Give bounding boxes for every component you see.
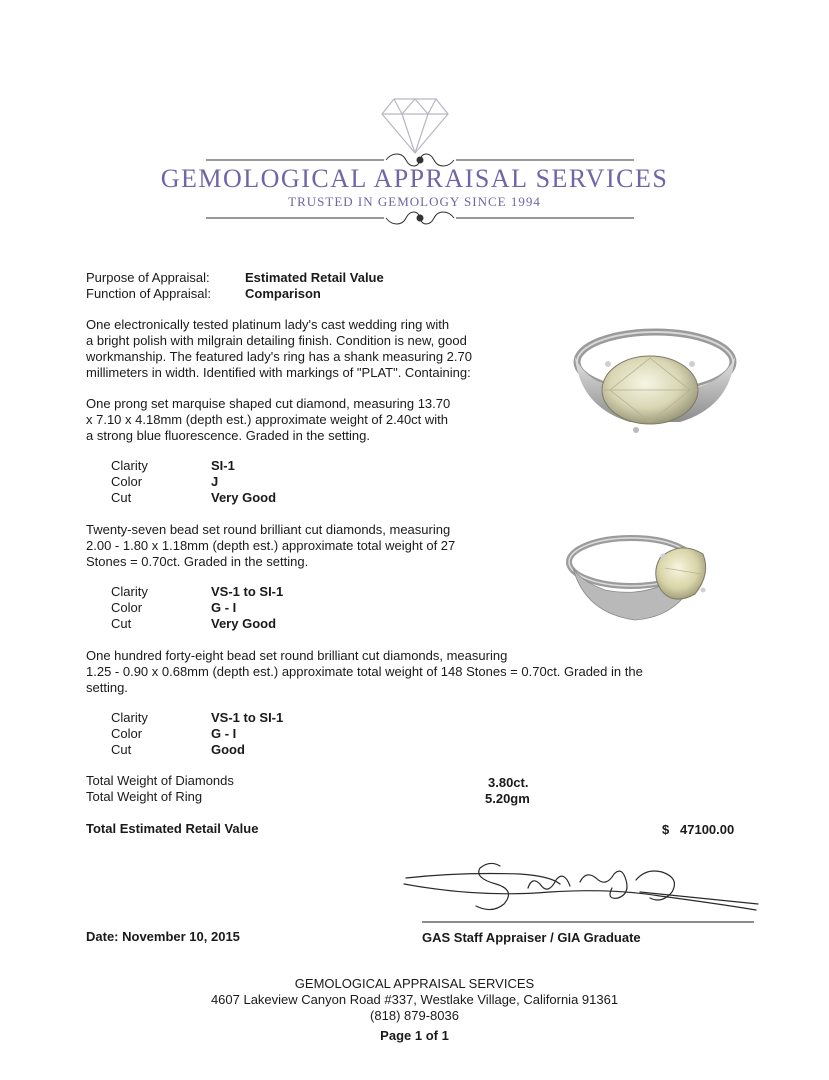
footer-phone: (818) 879-8036 (370, 1008, 459, 1023)
stone-line: setting. (86, 680, 128, 695)
cut-value: Good (211, 742, 245, 757)
clarity-label: Clarity (111, 710, 148, 725)
stone-line: a strong blue fluorescence. Graded in the setting. (86, 428, 371, 443)
appraiser-signature (400, 858, 760, 924)
appraisal-date: Date: November 10, 2015 (86, 929, 240, 944)
description-line: One electronically tested platinum lady's cast wedding ring with (86, 317, 450, 332)
clarity-value: SI-1 (211, 458, 235, 473)
color-value: J (211, 474, 219, 489)
ring-description (86, 317, 472, 381)
footer-address: 4607 Lakeview Canyon Road #337, Westlake Village, California 91361 (210, 992, 619, 1007)
purpose-label: Purpose of Appraisal: (86, 270, 210, 285)
total-diamonds-label: Total Weight of Diamonds (86, 773, 234, 788)
appraiser-title: GAS Staff Appraiser / GIA Graduate (422, 930, 641, 945)
cut-value: Very Good (211, 616, 277, 631)
cut-label: Cut (111, 616, 132, 631)
total-retail-label: Total Estimated Retail Value (86, 821, 259, 836)
clarity-value: VS-1 to SI-1 (211, 710, 284, 725)
cut-label: Cut (111, 742, 132, 757)
company-title: GEMOLOGICAL APPRAISAL SERVICES (160, 164, 669, 193)
color-label: Color (111, 474, 143, 489)
company-tagline: TRUSTED IN GEMOLOGY SINCE 1994 (288, 194, 541, 209)
function-value: Comparison (245, 286, 321, 301)
stone-line: 2.00 - 1.80 x 1.18mm (depth est.) approximate total weight of 27 (86, 538, 456, 553)
total-ring-value: 5.20gm (485, 791, 530, 806)
color-value: G - I (211, 726, 237, 741)
stone-line: Twenty-seven bead set round brilliant cut diamonds, measuring (86, 522, 451, 537)
retail-value: 47100.00 (680, 822, 735, 837)
function-label: Function of Appraisal: (86, 286, 212, 301)
clarity-value: VS-1 to SI-1 (211, 584, 284, 599)
description-line: a bright polish with milgrain detailing finish. Condition is new, good (86, 333, 467, 348)
color-label: Color (111, 726, 143, 741)
description-line: millimeters in width. Identified with markings of "PLAT". Containing: (86, 365, 471, 380)
stone-line: One hundred forty-eight bead set round brilliant cut diamonds, measuring (86, 648, 508, 663)
stone-line: One prong set marquise shaped cut diamond, measuring 13.70 (86, 396, 451, 411)
retail-currency: $ (662, 822, 670, 837)
total-ring-label: Total Weight of Ring (86, 789, 203, 804)
bottom-ornament-divider (206, 208, 634, 228)
stone-description (86, 522, 455, 570)
clarity-label: Clarity (111, 584, 148, 599)
page-number: Page 1 of 1 (380, 1028, 449, 1043)
stone-line: Stones = 0.70ct. Graded in the setting. (86, 554, 309, 569)
color-label: Color (111, 600, 143, 615)
description-line: workmanship. The featured lady's ring has a shank measuring 2.70 (86, 349, 472, 364)
stone-line: x 7.10 x 4.18mm (depth est.) approximate weight of 2.40ct with (86, 412, 449, 427)
ring-photo-front (570, 322, 740, 440)
stone-description (86, 396, 450, 444)
total-diamonds-value: 3.80ct. (488, 775, 529, 790)
ring-photo-side (565, 528, 717, 628)
cut-value: Very Good (211, 490, 277, 505)
stone-line: 1.25 - 0.90 x 0.68mm (depth est.) approximate total weight of 148 Stones = 0.70ct. Graded in the (86, 664, 643, 679)
purpose-value: Estimated Retail Value (245, 270, 384, 285)
cut-label: Cut (111, 490, 132, 505)
color-value: G - I (211, 600, 237, 615)
clarity-label: Clarity (111, 458, 148, 473)
stone-description (86, 648, 643, 696)
diamond-logo-icon (380, 96, 450, 156)
footer-company: GEMOLOGICAL APPRAISAL SERVICES (294, 976, 535, 991)
